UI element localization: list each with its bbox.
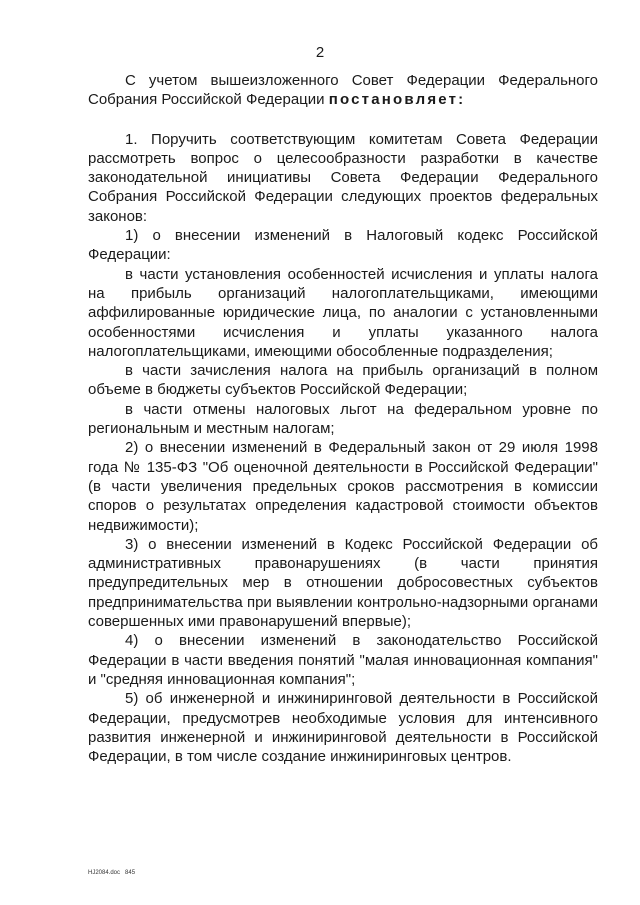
paragraph-spacer	[88, 110, 598, 130]
bill-item-2: 2) о внесении изменений в Федеральный закон от 29 июля 1998 года № 135-ФЗ "Об оценочной деятельности в Российской Федерации" (в части увеличения предельных сроков рассмотрения в комиссии споров о результатах определения кадастровой стоимости объектов недвижимости);	[88, 439, 598, 534]
bill-item-1-part-b: в части зачисления налога на прибыль организаций в полном объеме в бюджеты субъектов Российской Федерации;	[88, 362, 598, 399]
page-number: 2	[315, 44, 325, 61]
document-body	[88, 71, 598, 766]
bill-item-1: 1) о внесении изменений в Налоговый кодекс Российской Федерации:	[88, 227, 598, 264]
bill-item-5: 5) об инженерной и инжиниринговой деятельности в Российской Федерации, предусмотрев необходимые условия для интенсивного развития инженерной и инжиниринговой деятельности в Российской Федерации, в том числе создание инжиниринговых центров.	[88, 690, 598, 766]
preamble-paragraph	[88, 71, 598, 110]
bill-item-3: 3) о внесении изменений в Кодекс Российской Федерации об административных правонарушениях (в части принятия предупредительных мер в отношении добросовестных субъектов предпринимательства при выявлении контрольно-надзорными органами совершенных ими правонарушений впервые);	[88, 535, 598, 631]
document-footer: НJ2084.doc 845	[88, 870, 136, 876]
bill-item-1-part-a: в части установления особенностей исчисления и уплаты налога на прибыль организаций налогоплательщиками, имеющими аффилированные юридические лица, по аналогии с установленными особенностями исчисления и уплаты указанного налога налогоплательщиками, имеющими обособленные подразделения;	[88, 265, 598, 360]
bill-item-4: 4) о внесении изменений в законодательство Российской Федерации в части введения понятий "малая инновационная компания" и "средняя инновационная компания";	[88, 632, 598, 688]
bill-item-1-part-c: в части отмены налоговых льгот на федеральном уровне по региональным и местным налогам;	[88, 400, 598, 438]
preamble-text: С учетом вышеизложенного Совет Федерации Федерального Собрания Российской Федерации	[88, 72, 598, 109]
resolution-item-1: 1. Поручить соответствующим комитетам Совета Федерации рассмотреть вопрос о целесообразности разработки в качестве законодательной инициативы Совета Федерации Федерального Собрания Российской Федерации следующих проектов федеральных законов:	[88, 130, 598, 225]
resolution-keyword: постановляет:	[328, 91, 466, 109]
